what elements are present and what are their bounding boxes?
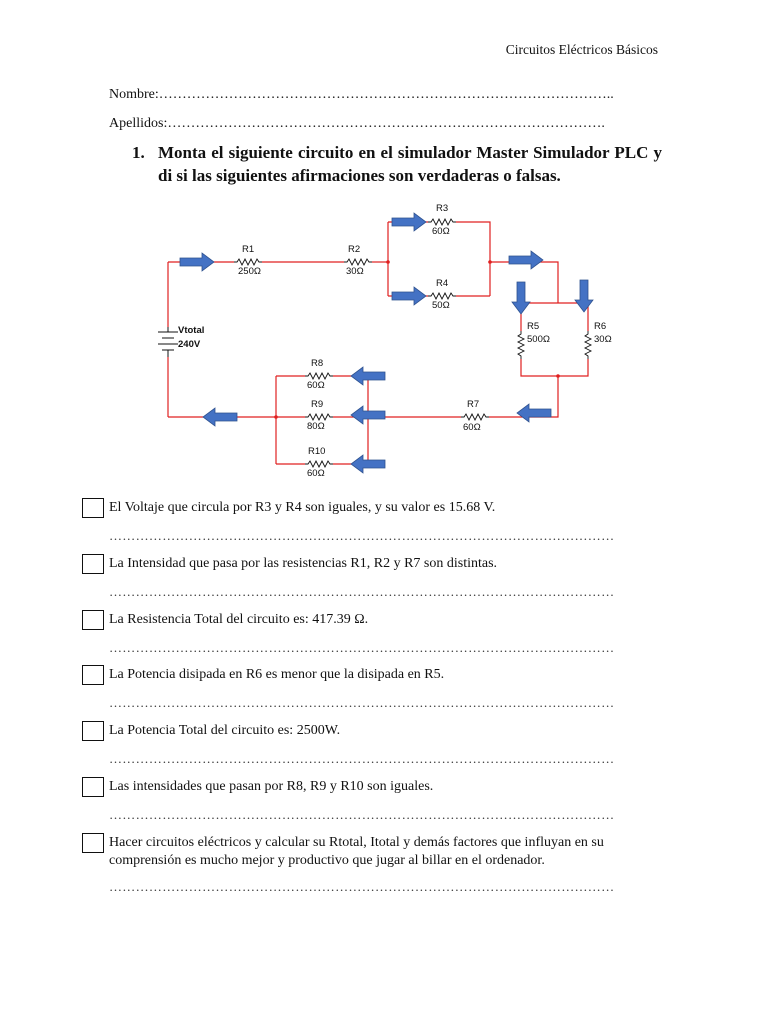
true-false-checkbox[interactable] xyxy=(82,721,104,741)
r3-name: R3 xyxy=(436,203,449,214)
true-false-checkbox[interactable] xyxy=(82,554,104,574)
r4-value: 50Ω xyxy=(432,300,450,311)
resistor-r8 xyxy=(305,358,333,391)
question-title xyxy=(132,141,662,187)
true-false-checkbox[interactable] xyxy=(82,777,104,797)
apellidos-label: Apellidos: xyxy=(109,116,168,131)
r3-value: 60Ω xyxy=(432,226,450,237)
resistor-r9 xyxy=(305,399,333,432)
answer-line[interactable]: …………………………………………………………………………………………………… xyxy=(109,879,615,894)
page-header-course: Circuitos Eléctricos Básicos xyxy=(505,42,658,57)
r1-value: 250Ω xyxy=(238,266,261,277)
true-false-checkbox[interactable] xyxy=(82,665,104,685)
arrow-down-icon xyxy=(575,280,593,312)
resistor-r4 xyxy=(428,278,456,311)
r8-value: 60Ω xyxy=(307,380,325,391)
r2-name: R2 xyxy=(348,244,361,255)
r9-name: R9 xyxy=(311,399,324,410)
circuit-diagram xyxy=(150,195,630,480)
r10-value: 60Ω xyxy=(307,468,325,479)
r5-name: R5 xyxy=(527,321,540,332)
statement-text: La Potencia disipada en R6 es menor que la disipada en R5. xyxy=(109,667,445,682)
r7-value: 60Ω xyxy=(463,422,481,433)
arrow-right-icon xyxy=(509,251,543,269)
resistor-r7 xyxy=(461,399,489,433)
r5-value: 500Ω xyxy=(527,334,550,345)
arrow-down-icon xyxy=(512,282,530,314)
question-number: 1. xyxy=(132,143,145,162)
question-text: Monta el siguiente circuito en el simulador Master Simulador PLC y di si las siguientes afirmaciones son verdaderas o falsas. xyxy=(158,143,662,185)
true-false-checkbox[interactable] xyxy=(82,610,104,630)
r9-value: 80Ω xyxy=(307,421,325,432)
statement-text: El Voltaje que circula por R3 y R4 son iguales, y su valor es 15.68 V. xyxy=(109,500,496,515)
answer-line[interactable]: …………………………………………………………………………………………………… xyxy=(109,751,615,766)
r8-name: R8 xyxy=(311,358,324,369)
battery-source xyxy=(158,325,204,357)
apellidos-line: …………………………………………………………………………………. xyxy=(167,116,605,131)
answer-line[interactable]: …………………………………………………………………………………………………… xyxy=(109,807,615,822)
r1-name: R1 xyxy=(242,244,255,255)
resistor-r5 xyxy=(518,321,550,359)
r2-value: 30Ω xyxy=(346,266,364,277)
arrow-right-icon xyxy=(392,213,426,231)
source-name: Vtotal xyxy=(178,325,205,336)
r6-name: R6 xyxy=(594,321,607,332)
resistor-r10 xyxy=(305,446,333,479)
r6-value: 30Ω xyxy=(594,334,612,345)
r10-name: R10 xyxy=(308,446,326,457)
statement-text: La Resistencia Total del circuito es: 417.39 Ω. xyxy=(109,612,369,627)
arrow-right-icon xyxy=(180,253,214,271)
true-false-checkbox[interactable] xyxy=(82,498,104,518)
true-false-checkbox[interactable] xyxy=(82,833,104,853)
answer-line[interactable]: …………………………………………………………………………………………………… xyxy=(109,528,615,543)
resistor-r2 xyxy=(344,244,372,277)
resistor-r3 xyxy=(428,203,456,237)
statement-text: Hacer circuitos eléctricos y calcular su Rtotal, Itotal y demás factores que influyan en su comprensión es mucho mejor y productivo que jugar al billar en el ordenador. xyxy=(109,835,604,868)
statement-text: La Potencia Total del circuito es: 2500W. xyxy=(109,723,341,738)
resistor-r1 xyxy=(234,244,262,277)
answer-line[interactable]: …………………………………………………………………………………………………… xyxy=(109,584,615,599)
arrow-right-icon xyxy=(392,287,426,305)
arrow-left-icon xyxy=(203,408,237,426)
arrow-left-icon xyxy=(517,404,551,422)
nombre-label: Nombre: xyxy=(109,87,159,102)
answer-line[interactable]: …………………………………………………………………………………………………… xyxy=(109,640,615,655)
apellidos-field[interactable] xyxy=(109,116,605,132)
statement-text: La Intensidad que pasa por las resistencias R1, R2 y R7 son distintas. xyxy=(109,556,498,571)
r4-name: R4 xyxy=(436,278,449,289)
source-value: 240V xyxy=(178,339,201,350)
r7-name: R7 xyxy=(467,399,480,410)
nombre-line: …………………………………………………………………………………….. xyxy=(158,87,614,102)
statement-text: Las intensidades que pasan por R8, R9 y R10 son iguales. xyxy=(109,779,434,794)
resistor-r6 xyxy=(585,321,612,359)
nombre-field[interactable] xyxy=(109,87,614,103)
answer-line[interactable]: …………………………………………………………………………………………………… xyxy=(109,695,615,710)
